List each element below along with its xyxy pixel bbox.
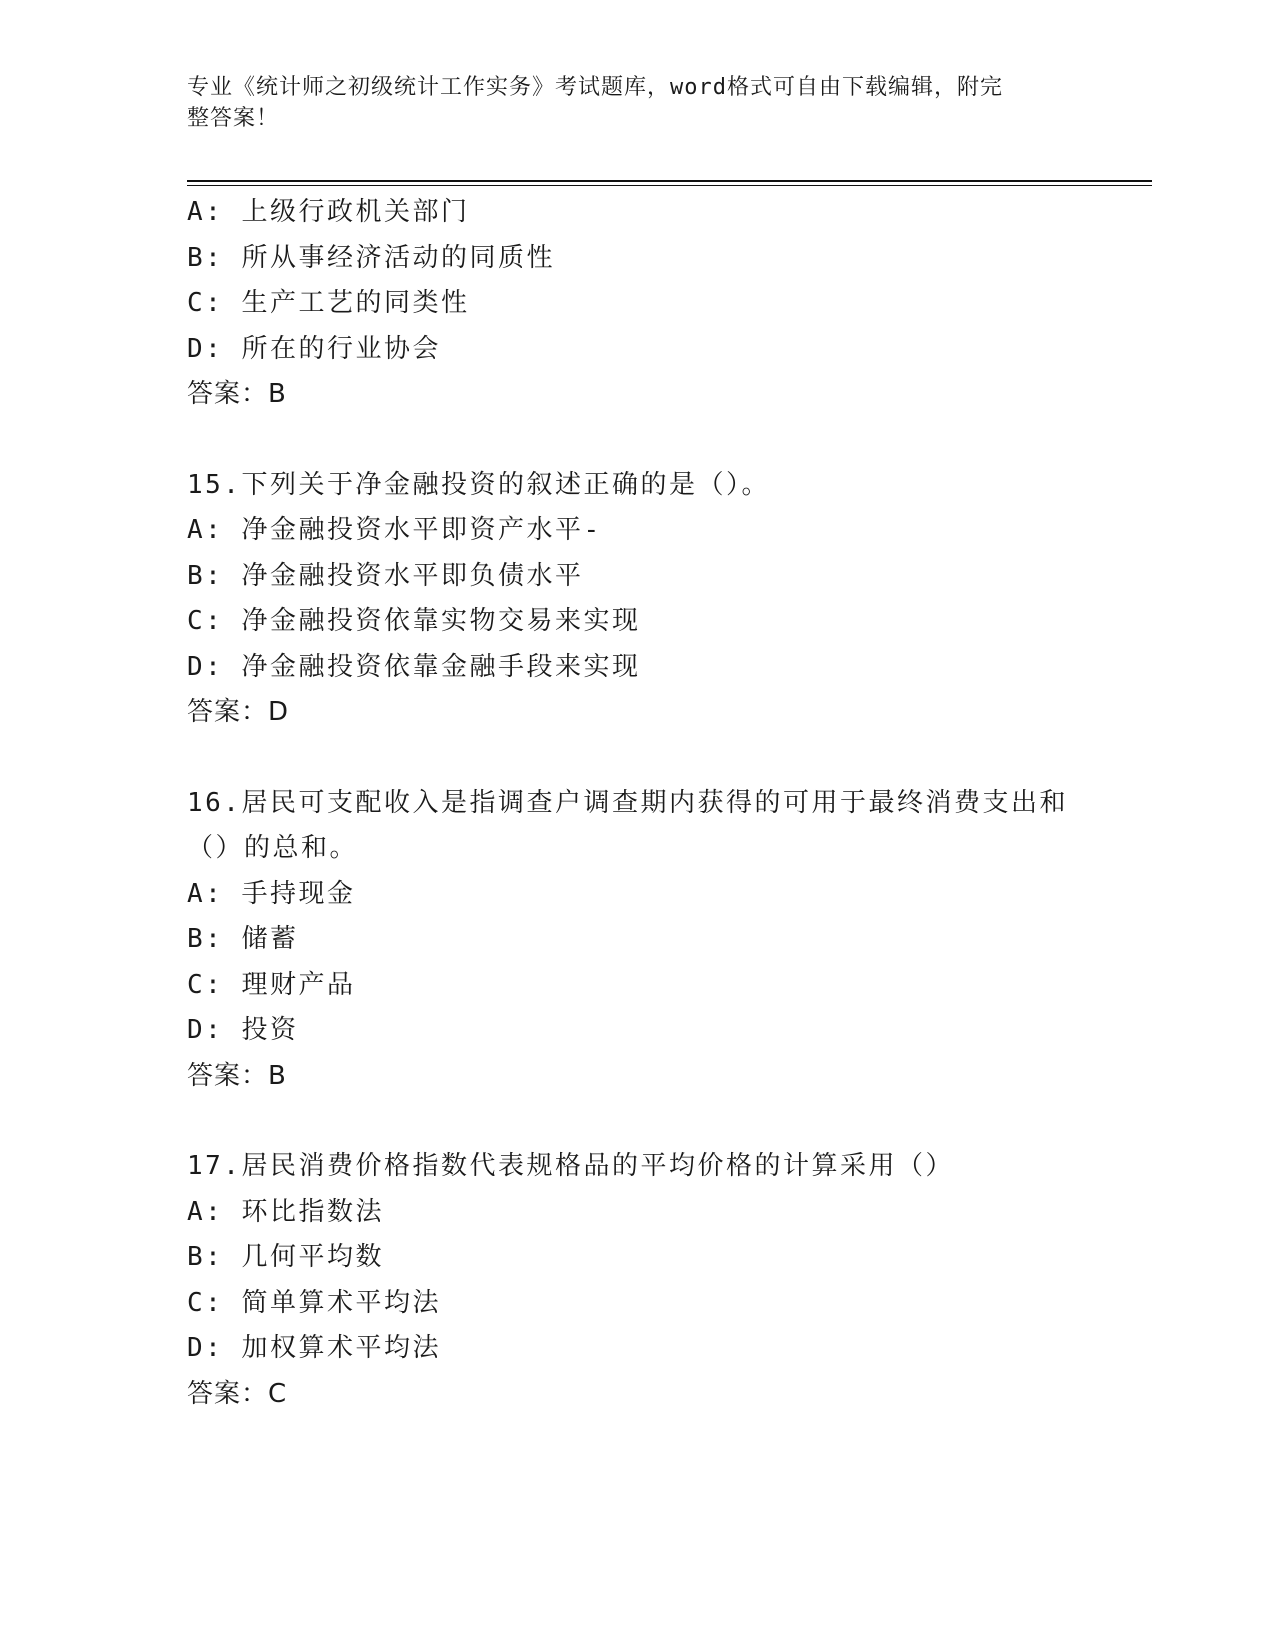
option-c xyxy=(187,281,1087,327)
option-d xyxy=(187,1326,1087,1372)
question-number: 15. xyxy=(187,469,242,500)
option-a xyxy=(187,1190,1087,1236)
option-letter: C: xyxy=(187,288,224,318)
option-letter: B: xyxy=(187,242,224,273)
option-letter: A: xyxy=(187,878,224,909)
option-text: 净金融投资水平即资产水平- xyxy=(241,515,602,545)
option-c xyxy=(187,963,1087,1009)
header-line-2: 整答案！ xyxy=(187,106,280,131)
answer-label: 答案： xyxy=(187,1378,269,1409)
question-text: （）的总和。 xyxy=(187,833,359,863)
option-b xyxy=(187,917,1087,963)
option-text: 净金融投资依靠金融手段来实现 xyxy=(241,651,641,682)
question-14-continued xyxy=(187,190,1087,418)
option-letter: D: xyxy=(187,1015,224,1045)
spacer xyxy=(187,736,1087,781)
option-letter: B: xyxy=(187,1242,224,1272)
option-text: 储蓄 xyxy=(241,924,299,954)
option-text: 净金融投资依靠实物交易来实现 xyxy=(241,606,641,636)
header-divider-thick xyxy=(187,180,1152,182)
answer-label: 答案： xyxy=(187,697,269,727)
spacer xyxy=(187,418,1087,463)
option-a xyxy=(187,508,1087,554)
question-text: 居民可支配收入是指调查户调查期内获得的可用于最终消费支出和 xyxy=(241,787,1068,818)
option-b xyxy=(187,236,1087,282)
option-letter: D: xyxy=(187,651,224,682)
option-d xyxy=(187,327,1087,373)
question-16 xyxy=(187,781,1087,1100)
answer-value: B xyxy=(268,379,287,409)
option-a xyxy=(187,872,1087,918)
answer-value: D xyxy=(268,697,290,727)
option-letter: C: xyxy=(187,969,224,1000)
question-stem xyxy=(187,1144,1087,1190)
question-stem-continued xyxy=(187,826,1087,872)
option-d xyxy=(187,645,1087,691)
question-number: 16. xyxy=(187,787,242,818)
answer-label: 答案： xyxy=(187,379,269,409)
option-c xyxy=(187,599,1087,645)
option-a xyxy=(187,190,1087,236)
question-stem xyxy=(187,463,1087,509)
option-text: 加权算术平均法 xyxy=(241,1333,441,1363)
document-header xyxy=(187,72,1067,134)
question-text: 居民消费价格指数代表规格品的平均价格的计算采用（） xyxy=(241,1151,954,1181)
option-c xyxy=(187,1281,1087,1327)
answer-label: 答案： xyxy=(187,1060,269,1091)
answer-value: C xyxy=(268,1378,288,1409)
option-text: 所在的行业协会 xyxy=(241,333,441,364)
header-line-1: 专业《统计师之初级统计工作实务》考试题库，word格式可自由下载编辑，附完 xyxy=(187,75,1003,100)
option-text: 理财产品 xyxy=(241,969,356,1000)
spacer xyxy=(187,1099,1087,1144)
answer-line xyxy=(187,690,1087,736)
option-text: 环比指数法 xyxy=(241,1196,384,1227)
answer-value: B xyxy=(268,1060,287,1091)
question-17 xyxy=(187,1144,1087,1417)
option-letter: A: xyxy=(187,515,224,545)
option-text: 投资 xyxy=(241,1015,299,1045)
question-stem xyxy=(187,781,1087,827)
option-letter: D: xyxy=(187,1333,224,1363)
option-letter: A: xyxy=(187,197,224,227)
option-letter: A: xyxy=(187,1196,224,1227)
answer-line xyxy=(187,1372,1087,1418)
option-letter: C: xyxy=(187,606,224,636)
option-text: 简单算术平均法 xyxy=(241,1287,441,1318)
option-letter: B: xyxy=(187,924,224,954)
answer-line xyxy=(187,1054,1087,1100)
question-text: 下列关于净金融投资的叙述正确的是（）。 xyxy=(241,469,770,500)
question-15 xyxy=(187,463,1087,736)
option-d xyxy=(187,1008,1087,1054)
answer-line xyxy=(187,372,1087,418)
option-b xyxy=(187,1235,1087,1281)
option-letter: B: xyxy=(187,560,224,591)
header-divider-thin xyxy=(187,185,1152,186)
option-letter: C: xyxy=(187,1287,224,1318)
option-text: 上级行政机关部门 xyxy=(241,197,470,227)
option-letter: D: xyxy=(187,333,224,364)
option-text: 所从事经济活动的同质性 xyxy=(241,242,555,273)
option-text: 几何平均数 xyxy=(241,1242,384,1272)
question-list xyxy=(187,190,1087,1417)
option-text: 生产工艺的同类性 xyxy=(241,288,470,318)
option-text: 手持现金 xyxy=(241,878,356,909)
option-b xyxy=(187,554,1087,600)
question-number: 17. xyxy=(187,1151,242,1181)
option-text: 净金融投资水平即负债水平 xyxy=(241,560,584,591)
